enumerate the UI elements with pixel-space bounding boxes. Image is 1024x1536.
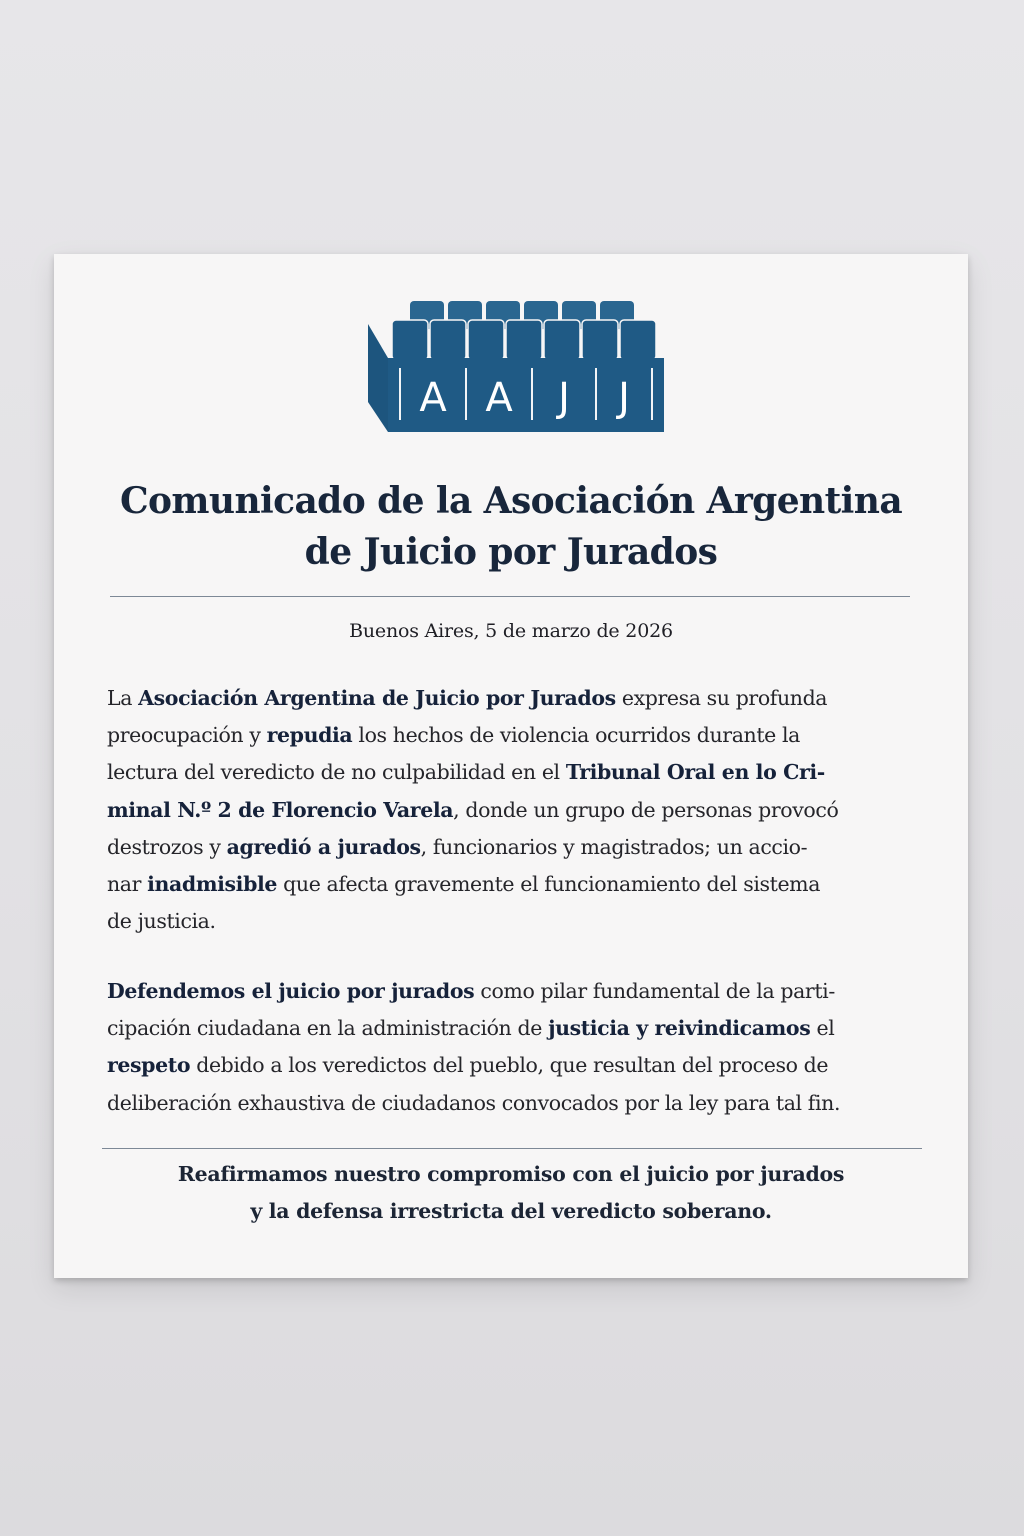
text-run: nar [107,872,148,897]
text-run: preocupación y [107,723,267,748]
text-run: de justicia. [107,909,216,934]
bold-text: justicia y reivindicamos [548,1016,811,1041]
text-run: expresa su profunda [615,686,828,710]
paragraph-2 [107,973,927,1122]
paragraph2-line-4 [107,1085,927,1122]
bold-text: Asociación Argentina de Juicio por Jurados [138,686,616,710]
divider-top [110,596,910,597]
communique-card [54,254,968,1278]
paragraph1-line-3 [107,754,927,791]
text-run: La [107,686,139,710]
bold-text: inadmisible [147,872,278,897]
aajj-logo [366,300,666,434]
paragraph1-line-7 [107,903,927,940]
bold-text: Defendemos el juicio por jurados [107,979,475,1003]
text-run: debido a los veredictos del pueblo, que resultan del proceso de [190,1053,829,1078]
page-title [94,476,928,578]
divider-bottom [102,1148,922,1149]
paragraph1-line-2 [107,717,927,754]
title-line-1: Comunicado de la Asociación Argentina [119,480,903,522]
paragraph1-line-4 [107,792,927,829]
logo-letter-a2: A [485,375,513,421]
text-run: , donde un grupo de personas provocó [453,797,839,822]
bold-text: repudia [266,723,353,748]
title-line-2: de Juicio por Jurados [304,531,718,573]
text-run: que afecta gravemente el funcionamiento del sistema [277,872,821,897]
text-run: como pilar fundamental de la parti- [474,979,835,1003]
bold-text: minal N.º 2 de Florencio Varela [107,797,454,822]
text-run: deliberación exhaustiva de ciudadanos convocados por la ley para tal fin. [107,1090,841,1115]
paragraph2-line-2 [107,1010,927,1047]
bold-text: agredió a jurados [226,834,421,859]
date-line: Buenos Aires, 5 de marzo de 2026 [349,620,673,642]
text-run: , funcionarios y magistrados; un accio- [420,834,808,859]
paragraph-1 [107,680,927,940]
paragraph2-line-3 [107,1047,927,1084]
closing-line-2: y la defensa irrestricta del veredicto soberano. [250,1199,772,1223]
logo-letter-j1: J [558,375,570,421]
paragraph2-line-1 [107,973,927,1010]
text-run: los hechos de violencia ocurridos durante la [352,723,800,748]
paragraph1-line-5 [107,829,927,866]
logo-seats-front-row [392,320,656,360]
paragraph1-line-1 [107,680,927,717]
closing-statement [94,1156,928,1230]
logo-letter-a1: A [419,375,447,421]
text-run: lectura del veredicto de no culpabilidad en el [107,760,566,785]
logo-side-panel [368,324,388,432]
bold-text: respeto [107,1053,191,1078]
logo-letter-j2: J [618,375,630,421]
closing-line-1: Reafirmamos nuestro compromiso con el juicio por jurados [177,1162,845,1186]
text-run: el [810,1016,835,1041]
text-run: cipación ciudadana en la administración de [107,1016,549,1041]
text-run: destrozos y [107,834,227,859]
paragraph1-line-6 [107,866,927,903]
bold-text: Tribunal Oral en lo Cri- [565,760,825,785]
